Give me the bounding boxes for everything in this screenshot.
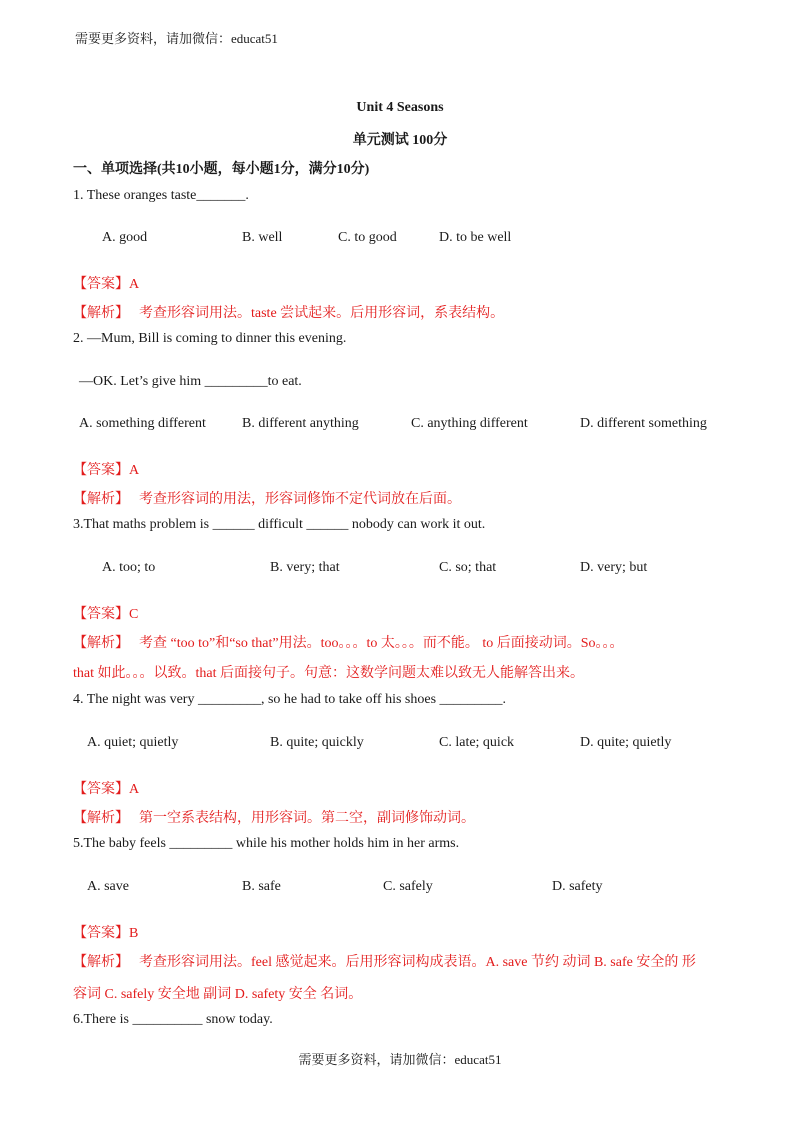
explanation-text: 考查形容词用法。taste 尝试起来。后用形容词，系表结构。 [139, 306, 505, 321]
option: B. very; that [270, 560, 340, 575]
option: B. safe [242, 879, 281, 894]
page-subtitle: 单元测试 100分 [352, 133, 448, 148]
explain-prefix: 【解析】 [73, 492, 129, 507]
explanation-line [73, 302, 504, 322]
answer-value: A [129, 277, 140, 292]
option: B. different anything [242, 416, 359, 431]
option: C. late; quick [439, 735, 515, 750]
header-note: 需要更多资料，请加微信：educat51 [75, 31, 278, 46]
answer-line [73, 603, 138, 623]
page-title: Unit 4 Seasons [356, 100, 444, 115]
answer-line [73, 922, 138, 942]
option: D. very; but [580, 560, 648, 575]
footer-note: 需要更多资料，请加微信：educat51 [298, 1052, 502, 1067]
option: C. anything different [411, 416, 528, 431]
option: B. quite; quickly [270, 735, 364, 750]
explain-prefix: 【解析】 [73, 811, 129, 826]
option: A. save [87, 879, 129, 894]
question-stem: —OK. Let’s give him _________to eat. [79, 374, 302, 389]
answer-prefix: 【答案】 [73, 463, 129, 478]
answer-prefix: 【答案】 [73, 277, 129, 292]
option: A. too; to [102, 560, 156, 575]
option: A. quiet; quietly [87, 735, 179, 750]
explain-prefix: 【解析】 [73, 955, 129, 970]
answer-value: B [129, 926, 139, 941]
explanation-text: 第一空系表结构，用形容词。第二空，副词修饰动词。 [139, 811, 475, 826]
option: C. to good [338, 230, 397, 245]
explanation-line [73, 632, 624, 652]
explanation-line [73, 951, 696, 971]
option: D. safety [552, 879, 603, 894]
answer-line [73, 273, 139, 293]
question-stem: 1. These oranges taste_______. [73, 188, 249, 203]
option: D. different something [580, 416, 707, 431]
option: A. something different [79, 416, 206, 431]
explanation-text: 考查形容词的用法，形容词修饰不定代词放在后面。 [139, 492, 461, 507]
explanation-line [73, 488, 461, 508]
question-stem: 4. The night was very _________, so he had to take off his shoes _________. [73, 692, 507, 707]
section-heading: 一、单项选择(共10小题，每小题1分，满分10分) [73, 162, 370, 177]
explain-prefix: 【解析】 [73, 306, 129, 321]
explanation-text: 考查 “too to”和“so that”用法。too。。。to 太。。。而不能。 to 后面接动词。So。。。 [139, 636, 624, 651]
answer-prefix: 【答案】 [73, 607, 129, 622]
answer-value: C [129, 607, 139, 622]
explanation-text: that 如此。。。以致。that 后面接句子。句意：这数学问题太难以致无人能解答出来。 [73, 666, 584, 681]
option: B. well [242, 230, 283, 245]
question-stem: 2. —Mum, Bill is coming to dinner this evening. [73, 331, 347, 346]
option: C. safely [383, 879, 433, 894]
question-stem: 3.That maths problem is ______ difficult ______ nobody can work it out. [73, 517, 486, 532]
explanation-text: 容词 C. safely 安全地 副词 D. safety 安全 名词。 [73, 987, 363, 1002]
option: A. good [102, 230, 148, 245]
answer-line [73, 459, 139, 479]
answer-value: A [129, 463, 140, 478]
explanation-text: 考查形容词用法。feel 感觉起来。后用形容词构成表语。A. save 节约 动词 B. safe 安全的 形 [139, 955, 696, 970]
answer-prefix: 【答案】 [73, 926, 129, 941]
answer-value: A [129, 782, 140, 797]
option: C. so; that [439, 560, 497, 575]
explain-prefix: 【解析】 [73, 636, 129, 651]
question-stem: 5.The baby feels _________ while his mother holds him in her arms. [73, 836, 460, 851]
question-stem: 6.There is __________ snow today. [73, 1012, 273, 1027]
answer-line [73, 778, 139, 798]
answer-prefix: 【答案】 [73, 782, 129, 797]
option: D. quite; quietly [580, 735, 672, 750]
explanation-line [73, 807, 475, 827]
option: D. to be well [439, 230, 512, 245]
